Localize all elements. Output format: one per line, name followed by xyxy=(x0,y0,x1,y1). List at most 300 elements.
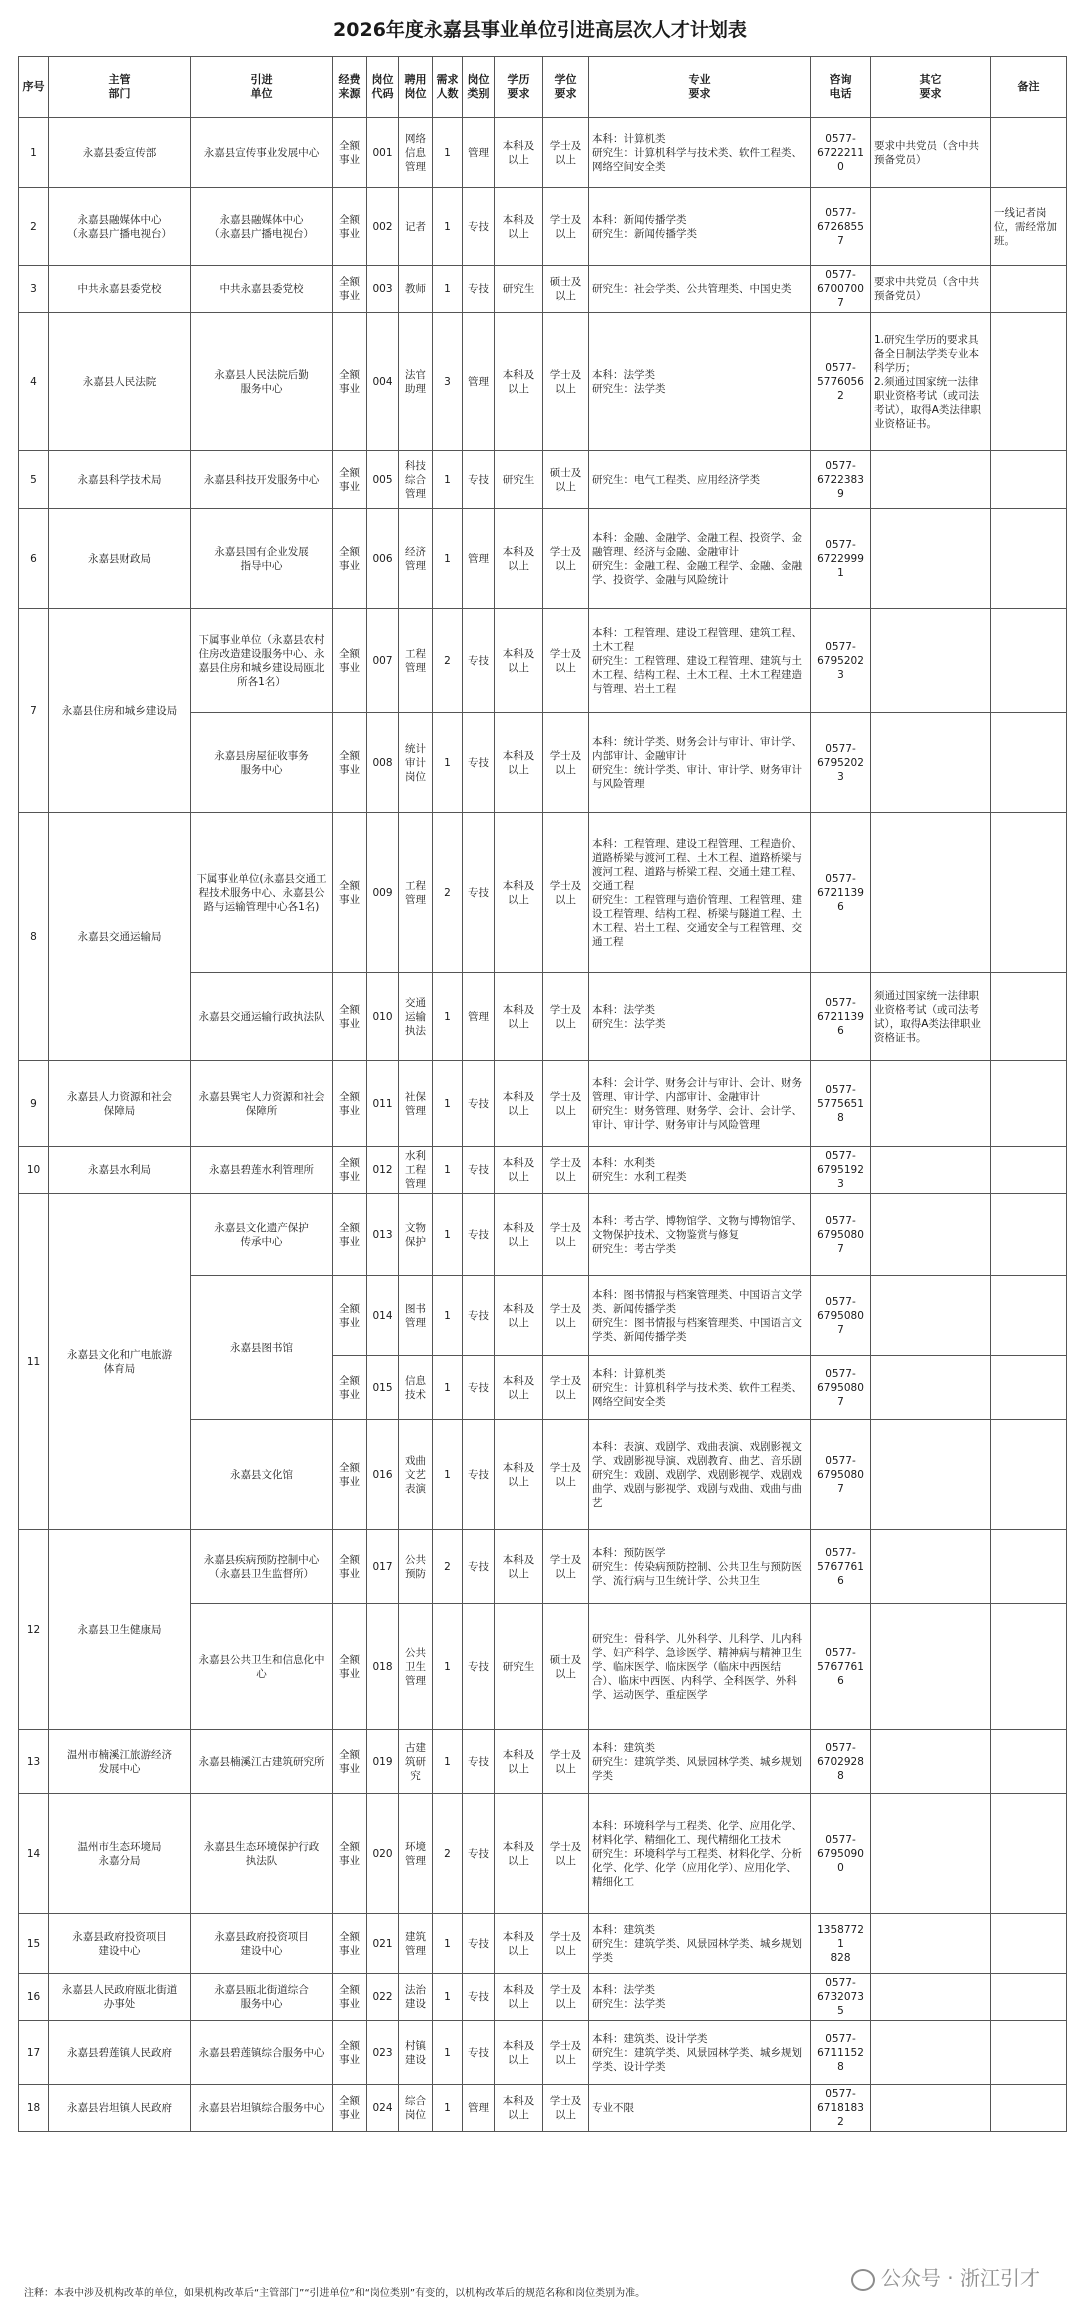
funding-cell: 全额 事业 xyxy=(333,1974,367,2021)
phone-cell: 0577- 57677616 xyxy=(811,1530,871,1604)
other-requirement-cell xyxy=(871,813,991,973)
education-cell: 本科及 以上 xyxy=(495,1730,543,1794)
degree-cell: 学士及 以上 xyxy=(543,1530,589,1604)
degree-cell: 学士及 以上 xyxy=(543,1974,589,2021)
phone-cell: 0577- 67320735 xyxy=(811,1974,871,2021)
table-row xyxy=(19,509,1067,609)
post-category-cell: 专技 xyxy=(463,188,495,266)
department-cell: 永嘉县碧莲镇人民政府 xyxy=(49,2021,191,2085)
other-requirement-cell: 1.研究生学历的要求具备全日制法学类专业本科学历； 2.须通过国家统一法律职业资格考试（或司法考试），取得A类法律职业资格证书。 xyxy=(871,313,991,451)
headcount-cell: 1 xyxy=(433,1730,463,1794)
table-row xyxy=(19,609,1067,713)
degree-cell: 学士及 以上 xyxy=(543,313,589,451)
column-header: 其它 要求 xyxy=(871,57,991,118)
column-header: 需求 人数 xyxy=(433,57,463,118)
phone-cell: 0577- 67950807 xyxy=(811,1420,871,1530)
education-cell: 本科及 以上 xyxy=(495,509,543,609)
education-cell: 本科及 以上 xyxy=(495,118,543,188)
column-header: 序号 xyxy=(19,57,49,118)
post-name-cell: 记者 xyxy=(399,188,433,266)
other-requirement-cell xyxy=(871,1794,991,1914)
row-number: 14 xyxy=(19,1794,49,1914)
headcount-cell: 3 xyxy=(433,313,463,451)
department-cell: 永嘉县财政局 xyxy=(49,509,191,609)
other-requirement-cell xyxy=(871,1356,991,1420)
row-number: 17 xyxy=(19,2021,49,2085)
phone-cell: 0577- 67211396 xyxy=(811,813,871,973)
major-requirement-cell: 本科：建筑类 研究生：建筑学类、风景园林学类、城乡规划学类 xyxy=(589,1730,811,1794)
headcount-cell: 1 xyxy=(433,266,463,313)
table-row xyxy=(19,1061,1067,1147)
post-category-cell: 管理 xyxy=(463,2085,495,2132)
table-row xyxy=(19,1147,1067,1194)
phone-cell: 0577- 67950807 xyxy=(811,1356,871,1420)
table-row xyxy=(19,118,1067,188)
phone-cell: 0577- 67950807 xyxy=(811,1276,871,1356)
post-code-cell: 015 xyxy=(367,1356,399,1420)
post-code-cell: 010 xyxy=(367,973,399,1061)
column-header: 专业 要求 xyxy=(589,57,811,118)
phone-cell: 0577- 67950900 xyxy=(811,1794,871,1914)
unit-cell: 永嘉县巽宅人力资源和社会 保障所 xyxy=(191,1061,333,1147)
phone-cell: 0577- 67111528 xyxy=(811,2021,871,2085)
headcount-cell: 1 xyxy=(433,1420,463,1530)
department-cell: 温州市生态环境局 永嘉分局 xyxy=(49,1794,191,1914)
unit-cell: 永嘉县人民法院后勤 服务中心 xyxy=(191,313,333,451)
post-name-cell: 水利 工程 管理 xyxy=(399,1147,433,1194)
remark-cell xyxy=(991,1147,1067,1194)
post-category-cell: 专技 xyxy=(463,451,495,509)
headcount-cell: 1 xyxy=(433,713,463,813)
post-code-cell: 017 xyxy=(367,1530,399,1604)
major-requirement-cell: 本科：法学类 研究生：法学类 xyxy=(589,973,811,1061)
headcount-cell: 2 xyxy=(433,813,463,973)
post-code-cell: 023 xyxy=(367,2021,399,2085)
table-row xyxy=(19,1974,1067,2021)
row-number: 18 xyxy=(19,2085,49,2132)
post-name-cell: 工程 管理 xyxy=(399,609,433,713)
column-header: 引进 单位 xyxy=(191,57,333,118)
department-cell: 温州市楠溪江旅游经济 发展中心 xyxy=(49,1730,191,1794)
post-category-cell: 专技 xyxy=(463,1604,495,1730)
table-row xyxy=(19,1914,1067,1974)
table-row xyxy=(19,1730,1067,1794)
department-cell: 永嘉县文化和广电旅游 体育局 xyxy=(49,1194,191,1530)
funding-cell: 全额 事业 xyxy=(333,266,367,313)
major-requirement-cell: 研究生：社会学类、公共管理类、中国史类 xyxy=(589,266,811,313)
major-requirement-cell: 本科：工程管理、建设工程管理、工程造价、道路桥梁与渡河工程、土木工程、道路桥梁与渡河工程、道路与桥梁工程、交通土建工程、交通工程 研究生：工程管理与造价管理、工程管理、建设工程管理、结构工程、桥梁与隧道工程、土木工程、岩土工程、交通安全与工程管理、交通工程 xyxy=(589,813,811,973)
major-requirement-cell: 本科：图书情报与档案管理类、中国语言文学类、新闻传播学类 研究生：图书情报与档案管理类、中国语言文学类、新闻传播学类 xyxy=(589,1276,811,1356)
headcount-cell: 1 xyxy=(433,1974,463,2021)
degree-cell: 学士及 以上 xyxy=(543,1147,589,1194)
post-name-cell: 教师 xyxy=(399,266,433,313)
unit-cell: 永嘉县宣传事业发展中心 xyxy=(191,118,333,188)
post-name-cell: 科技 综合 管理 xyxy=(399,451,433,509)
post-category-cell: 专技 xyxy=(463,2021,495,2085)
row-number: 7 xyxy=(19,609,49,813)
post-name-cell: 工程 管理 xyxy=(399,813,433,973)
major-requirement-cell: 本科：建筑类、设计学类 研究生：建筑学类、风景园林学类、城乡规划学类、设计学类 xyxy=(589,2021,811,2085)
funding-cell: 全额 事业 xyxy=(333,609,367,713)
other-requirement-cell xyxy=(871,509,991,609)
headcount-cell: 1 xyxy=(433,188,463,266)
education-cell: 本科及 以上 xyxy=(495,1194,543,1276)
funding-cell: 全额 事业 xyxy=(333,118,367,188)
post-name-cell: 公共 预防 xyxy=(399,1530,433,1604)
headcount-cell: 1 xyxy=(433,1194,463,1276)
remark-cell xyxy=(991,2021,1067,2085)
post-category-cell: 管理 xyxy=(463,118,495,188)
headcount-cell: 1 xyxy=(433,1604,463,1730)
row-number: 1 xyxy=(19,118,49,188)
major-requirement-cell: 本科：工程管理、建设工程管理、建筑工程、土木工程 研究生：工程管理、建设工程管理、建筑与土木工程、结构工程、土木工程、土木工程建造与管理、岩土工程 xyxy=(589,609,811,713)
remark-cell xyxy=(991,1530,1067,1604)
footnote: 注释：本表中涉及机构改革的单位，如果机构改革后“主管部门”“引进单位”和“岗位类别”有变的，以机构改革后的规范名称和岗位类别为准。 xyxy=(24,2288,646,2299)
post-code-cell: 001 xyxy=(367,118,399,188)
funding-cell: 全额 事业 xyxy=(333,451,367,509)
degree-cell: 学士及 以上 xyxy=(543,1061,589,1147)
unit-cell: 永嘉县交通运输行政执法队 xyxy=(191,973,333,1061)
funding-cell: 全额 事业 xyxy=(333,188,367,266)
department-cell: 中共永嘉县委党校 xyxy=(49,266,191,313)
other-requirement-cell: 要求中共党员（含中共预备党员） xyxy=(871,266,991,313)
funding-cell: 全额 事业 xyxy=(333,1061,367,1147)
degree-cell: 学士及 以上 xyxy=(543,2085,589,2132)
phone-cell: 0577- 67223839 xyxy=(811,451,871,509)
post-code-cell: 024 xyxy=(367,2085,399,2132)
funding-cell: 全额 事业 xyxy=(333,1914,367,1974)
funding-cell: 全额 事业 xyxy=(333,1794,367,1914)
unit-cell: 永嘉县碧莲水利管理所 xyxy=(191,1147,333,1194)
headcount-cell: 1 xyxy=(433,1276,463,1356)
post-code-cell: 006 xyxy=(367,509,399,609)
funding-cell: 全额 事业 xyxy=(333,1530,367,1604)
department-cell: 永嘉县水利局 xyxy=(49,1147,191,1194)
funding-cell: 全额 事业 xyxy=(333,973,367,1061)
funding-cell: 全额 事业 xyxy=(333,1194,367,1276)
phone-cell: 0577- 67951923 xyxy=(811,1147,871,1194)
education-cell: 本科及 以上 xyxy=(495,1974,543,2021)
remark-cell xyxy=(991,1914,1067,1974)
post-code-cell: 014 xyxy=(367,1276,399,1356)
unit-cell: 永嘉县文化遗产保护 传承中心 xyxy=(191,1194,333,1276)
unit-cell: 下属事业单位（永嘉县农村住房改造建设服务中心、永嘉县住房和城乡建设局瓯北所各1名） xyxy=(191,609,333,713)
post-code-cell: 003 xyxy=(367,266,399,313)
remark-cell xyxy=(991,509,1067,609)
column-header: 聘用 岗位 xyxy=(399,57,433,118)
department-cell: 永嘉县岩坦镇人民政府 xyxy=(49,2085,191,2132)
headcount-cell: 1 xyxy=(433,451,463,509)
post-category-cell: 专技 xyxy=(463,1420,495,1530)
major-requirement-cell: 研究生：电气工程类、应用经济学类 xyxy=(589,451,811,509)
education-cell: 本科及 以上 xyxy=(495,1794,543,1914)
phone-cell: 0577- 67181832 xyxy=(811,2085,871,2132)
remark-cell xyxy=(991,1974,1067,2021)
phone-cell: 0577- 67222110 xyxy=(811,118,871,188)
education-cell: 本科及 以上 xyxy=(495,313,543,451)
major-requirement-cell: 本科：法学类 研究生：法学类 xyxy=(589,313,811,451)
column-header: 咨询 电话 xyxy=(811,57,871,118)
education-cell: 本科及 以上 xyxy=(495,1420,543,1530)
education-cell: 本科及 以上 xyxy=(495,1356,543,1420)
post-code-cell: 008 xyxy=(367,713,399,813)
other-requirement-cell: 须通过国家统一法律职业资格考试（或司法考试），取得A类法律职业资格证书。 xyxy=(871,973,991,1061)
other-requirement-cell xyxy=(871,1194,991,1276)
phone-cell: 0577- 67268557 xyxy=(811,188,871,266)
post-category-cell: 专技 xyxy=(463,813,495,973)
remark-cell xyxy=(991,1194,1067,1276)
column-header: 学历 要求 xyxy=(495,57,543,118)
other-requirement-cell xyxy=(871,1730,991,1794)
post-code-cell: 019 xyxy=(367,1730,399,1794)
major-requirement-cell: 本科：会计学、财务会计与审计、会计、财务管理、审计学、内部审计、金融审计 研究生：财务管理、财务学、会计、会计学、审计、审计学、财务审计与风险管理 xyxy=(589,1061,811,1147)
watermark xyxy=(851,2262,1040,2291)
post-code-cell: 013 xyxy=(367,1194,399,1276)
post-code-cell: 004 xyxy=(367,313,399,451)
row-number: 11 xyxy=(19,1194,49,1530)
post-name-cell: 经济 管理 xyxy=(399,509,433,609)
unit-cell: 永嘉县文化馆 xyxy=(191,1420,333,1530)
funding-cell: 全额 事业 xyxy=(333,1604,367,1730)
post-name-cell: 古建 筑研 究 xyxy=(399,1730,433,1794)
table-row xyxy=(19,2085,1067,2132)
education-cell: 本科及 以上 xyxy=(495,2085,543,2132)
post-code-cell: 011 xyxy=(367,1061,399,1147)
degree-cell: 学士及 以上 xyxy=(543,2021,589,2085)
department-cell: 永嘉县人民法院 xyxy=(49,313,191,451)
education-cell: 本科及 以上 xyxy=(495,1276,543,1356)
degree-cell: 学士及 以上 xyxy=(543,1356,589,1420)
watermark-text: 公众号 · 浙江引才 xyxy=(880,2266,1040,2290)
headcount-cell: 1 xyxy=(433,1356,463,1420)
table-row xyxy=(19,188,1067,266)
department-cell: 永嘉县交通运输局 xyxy=(49,813,191,1061)
table-row xyxy=(19,813,1067,973)
post-category-cell: 专技 xyxy=(463,1194,495,1276)
headcount-cell: 2 xyxy=(433,1794,463,1914)
table-row xyxy=(19,266,1067,313)
remark-cell xyxy=(991,313,1067,451)
major-requirement-cell: 本科：环境科学与工程类、化学、应用化学、材料化学、精细化工、现代精细化工技术 研究生：环境科学与工程类、材料化学、分析化学、化学、化学（应用化学）、应用化学、精细化工 xyxy=(589,1794,811,1914)
department-cell: 永嘉县住房和城乡建设局 xyxy=(49,609,191,813)
other-requirement-cell xyxy=(871,609,991,713)
major-requirement-cell: 本科：建筑类 研究生：建筑学类、风景园林学类、城乡规划学类 xyxy=(589,1914,811,1974)
other-requirement-cell xyxy=(871,2085,991,2132)
phone-cell: 0577- 57677616 xyxy=(811,1604,871,1730)
other-requirement-cell xyxy=(871,188,991,266)
row-number: 8 xyxy=(19,813,49,1061)
phone-cell: 0577- 57760562 xyxy=(811,313,871,451)
headcount-cell: 1 xyxy=(433,1914,463,1974)
post-name-cell: 文物 保护 xyxy=(399,1194,433,1276)
remark-cell xyxy=(991,1604,1067,1730)
phone-cell: 0577- 67229991 xyxy=(811,509,871,609)
post-name-cell: 网络 信息 管理 xyxy=(399,118,433,188)
post-name-cell: 信息 技术 xyxy=(399,1356,433,1420)
major-requirement-cell: 研究生：骨科学、儿外科学、儿科学、儿内科学、妇产科学、急诊医学、精神病与精神卫生学、临床医学、临床医学（临床中西医结合）、临床中西医、内科学、全科医学、外科学、运动医学、重症医学 xyxy=(589,1604,811,1730)
unit-cell: 永嘉县楠溪江古建筑研究所 xyxy=(191,1730,333,1794)
education-cell: 本科及 以上 xyxy=(495,2021,543,2085)
other-requirement-cell xyxy=(871,713,991,813)
unit-cell: 永嘉县生态环境保护行政 执法队 xyxy=(191,1794,333,1914)
talent-plan-table-wrapper xyxy=(18,56,1066,2132)
headcount-cell: 1 xyxy=(433,973,463,1061)
post-category-cell: 专技 xyxy=(463,1356,495,1420)
education-cell: 本科及 以上 xyxy=(495,1530,543,1604)
phone-cell: 0577- 67950807 xyxy=(811,1194,871,1276)
headcount-cell: 1 xyxy=(433,1147,463,1194)
row-number: 15 xyxy=(19,1914,49,1974)
post-category-cell: 管理 xyxy=(463,509,495,609)
post-code-cell: 012 xyxy=(367,1147,399,1194)
funding-cell: 全额 事业 xyxy=(333,1147,367,1194)
talent-plan-table xyxy=(18,56,1067,2132)
table-row xyxy=(19,2021,1067,2085)
major-requirement-cell: 本科：新闻传播学类 研究生：新闻传播学类 xyxy=(589,188,811,266)
post-category-cell: 专技 xyxy=(463,1730,495,1794)
row-number: 6 xyxy=(19,509,49,609)
post-category-cell: 专技 xyxy=(463,1974,495,2021)
unit-cell: 永嘉县公共卫生和信息化中心 xyxy=(191,1604,333,1730)
major-requirement-cell: 本科：考古学、博物馆学、文物与博物馆学、文物保护技术、文物鉴赏与修复 研究生：考古学类 xyxy=(589,1194,811,1276)
phone-cell: 0577- 57756518 xyxy=(811,1061,871,1147)
headcount-cell: 1 xyxy=(433,118,463,188)
major-requirement-cell: 本科：金融、金融学、金融工程、投资学、金融管理、经济与金融、金融审计 研究生：金融工程、金融工程学、金融、金融学、投资学、金融与风险统计 xyxy=(589,509,811,609)
unit-cell: 永嘉县房屋征收事务 服务中心 xyxy=(191,713,333,813)
phone-cell: 0577- 67211396 xyxy=(811,973,871,1061)
funding-cell: 全额 事业 xyxy=(333,813,367,973)
post-name-cell: 建筑 管理 xyxy=(399,1914,433,1974)
funding-cell: 全额 事业 xyxy=(333,509,367,609)
degree-cell: 学士及 以上 xyxy=(543,509,589,609)
degree-cell: 硕士及 以上 xyxy=(543,266,589,313)
other-requirement-cell xyxy=(871,1420,991,1530)
degree-cell: 学士及 以上 xyxy=(543,1794,589,1914)
funding-cell: 全额 事业 xyxy=(333,1356,367,1420)
headcount-cell: 1 xyxy=(433,2021,463,2085)
major-requirement-cell: 本科：计算机类 研究生：计算机科学与技术类、软件工程类、网络空间安全类 xyxy=(589,1356,811,1420)
department-cell: 永嘉县人民政府瓯北街道 办事处 xyxy=(49,1974,191,2021)
post-code-cell: 018 xyxy=(367,1604,399,1730)
post-category-cell: 专技 xyxy=(463,1530,495,1604)
column-header: 备注 xyxy=(991,57,1067,118)
post-name-cell: 社保 管理 xyxy=(399,1061,433,1147)
remark-cell xyxy=(991,1420,1067,1530)
other-requirement-cell xyxy=(871,1061,991,1147)
other-requirement-cell xyxy=(871,1974,991,2021)
unit-cell: 下属事业单位(永嘉县交通工程技术服务中心、永嘉县公路与运输管理中心各1名) xyxy=(191,813,333,973)
remark-cell xyxy=(991,266,1067,313)
column-header: 岗位 代码 xyxy=(367,57,399,118)
funding-cell: 全额 事业 xyxy=(333,1276,367,1356)
unit-cell: 永嘉县政府投资项目 建设中心 xyxy=(191,1914,333,1974)
department-cell: 永嘉县科学技术局 xyxy=(49,451,191,509)
row-number: 4 xyxy=(19,313,49,451)
headcount-cell: 1 xyxy=(433,509,463,609)
remark-cell xyxy=(991,713,1067,813)
remark-cell xyxy=(991,1794,1067,1914)
row-number: 2 xyxy=(19,188,49,266)
table-row xyxy=(19,451,1067,509)
major-requirement-cell: 本科：统计学类、财务会计与审计、审计学、内部审计、金融审计 研究生：统计学类、审计、审计学、财务审计与风险管理 xyxy=(589,713,811,813)
other-requirement-cell xyxy=(871,1914,991,1974)
post-code-cell: 020 xyxy=(367,1794,399,1914)
education-cell: 本科及 以上 xyxy=(495,1914,543,1974)
unit-cell: 永嘉县岩坦镇综合服务中心 xyxy=(191,2085,333,2132)
other-requirement-cell xyxy=(871,2021,991,2085)
table-row xyxy=(19,1194,1067,1276)
funding-cell: 全额 事业 xyxy=(333,713,367,813)
post-category-cell: 管理 xyxy=(463,973,495,1061)
other-requirement-cell xyxy=(871,1147,991,1194)
post-code-cell: 009 xyxy=(367,813,399,973)
post-name-cell: 法治 建设 xyxy=(399,1974,433,2021)
unit-cell: 永嘉县疾病预防控制中心 （永嘉县卫生监督所） xyxy=(191,1530,333,1604)
department-cell: 永嘉县卫生健康局 xyxy=(49,1530,191,1730)
post-code-cell: 022 xyxy=(367,1974,399,2021)
unit-cell: 永嘉县图书馆 xyxy=(191,1276,333,1420)
major-requirement-cell: 本科：表演、戏剧学、戏曲表演、戏剧影视文学、戏剧影视导演、戏剧教育、曲艺、音乐剧 研究生：戏剧、戏剧学、戏剧影视学、戏剧戏曲学、戏剧与影视学、戏剧与戏曲、戏曲与曲艺 xyxy=(589,1420,811,1530)
phone-cell: 0577- 67007007 xyxy=(811,266,871,313)
education-cell: 本科及 以上 xyxy=(495,609,543,713)
post-name-cell: 戏曲 文艺 表演 xyxy=(399,1420,433,1530)
remark-cell xyxy=(991,973,1067,1061)
post-code-cell: 005 xyxy=(367,451,399,509)
funding-cell: 全额 事业 xyxy=(333,1420,367,1530)
remark-cell: 一线记者岗位，需经常加班。 xyxy=(991,188,1067,266)
degree-cell: 学士及 以上 xyxy=(543,1914,589,1974)
column-header: 主管 部门 xyxy=(49,57,191,118)
department-cell: 永嘉县政府投资项目 建设中心 xyxy=(49,1914,191,1974)
row-number: 16 xyxy=(19,1974,49,2021)
degree-cell: 学士及 以上 xyxy=(543,973,589,1061)
other-requirement-cell xyxy=(871,1530,991,1604)
remark-cell xyxy=(991,1061,1067,1147)
headcount-cell: 1 xyxy=(433,2085,463,2132)
post-code-cell: 007 xyxy=(367,609,399,713)
row-number: 10 xyxy=(19,1147,49,1194)
wechat-icon xyxy=(851,2269,875,2291)
phone-cell: 13587721 828 xyxy=(811,1914,871,1974)
education-cell: 本科及 以上 xyxy=(495,813,543,973)
degree-cell: 学士及 以上 xyxy=(543,1276,589,1356)
education-cell: 本科及 以上 xyxy=(495,713,543,813)
education-cell: 本科及 以上 xyxy=(495,188,543,266)
education-cell: 本科及 以上 xyxy=(495,973,543,1061)
post-category-cell: 专技 xyxy=(463,1276,495,1356)
education-cell: 研究生 xyxy=(495,451,543,509)
funding-cell: 全额 事业 xyxy=(333,313,367,451)
unit-cell: 永嘉县碧莲镇综合服务中心 xyxy=(191,2021,333,2085)
row-number: 5 xyxy=(19,451,49,509)
row-number: 13 xyxy=(19,1730,49,1794)
table-body xyxy=(19,118,1067,2132)
post-category-cell: 专技 xyxy=(463,1794,495,1914)
degree-cell: 学士及 以上 xyxy=(543,713,589,813)
headcount-cell: 2 xyxy=(433,1530,463,1604)
column-header: 学位 要求 xyxy=(543,57,589,118)
degree-cell: 学士及 以上 xyxy=(543,118,589,188)
table-row xyxy=(19,1530,1067,1604)
remark-cell xyxy=(991,1730,1067,1794)
other-requirement-cell: 要求中共党员（含中共预备党员） xyxy=(871,118,991,188)
education-cell: 研究生 xyxy=(495,266,543,313)
post-name-cell: 图书 管理 xyxy=(399,1276,433,1356)
post-category-cell: 管理 xyxy=(463,313,495,451)
post-code-cell: 002 xyxy=(367,188,399,266)
headcount-cell: 2 xyxy=(433,609,463,713)
post-name-cell: 统计 审计 岗位 xyxy=(399,713,433,813)
